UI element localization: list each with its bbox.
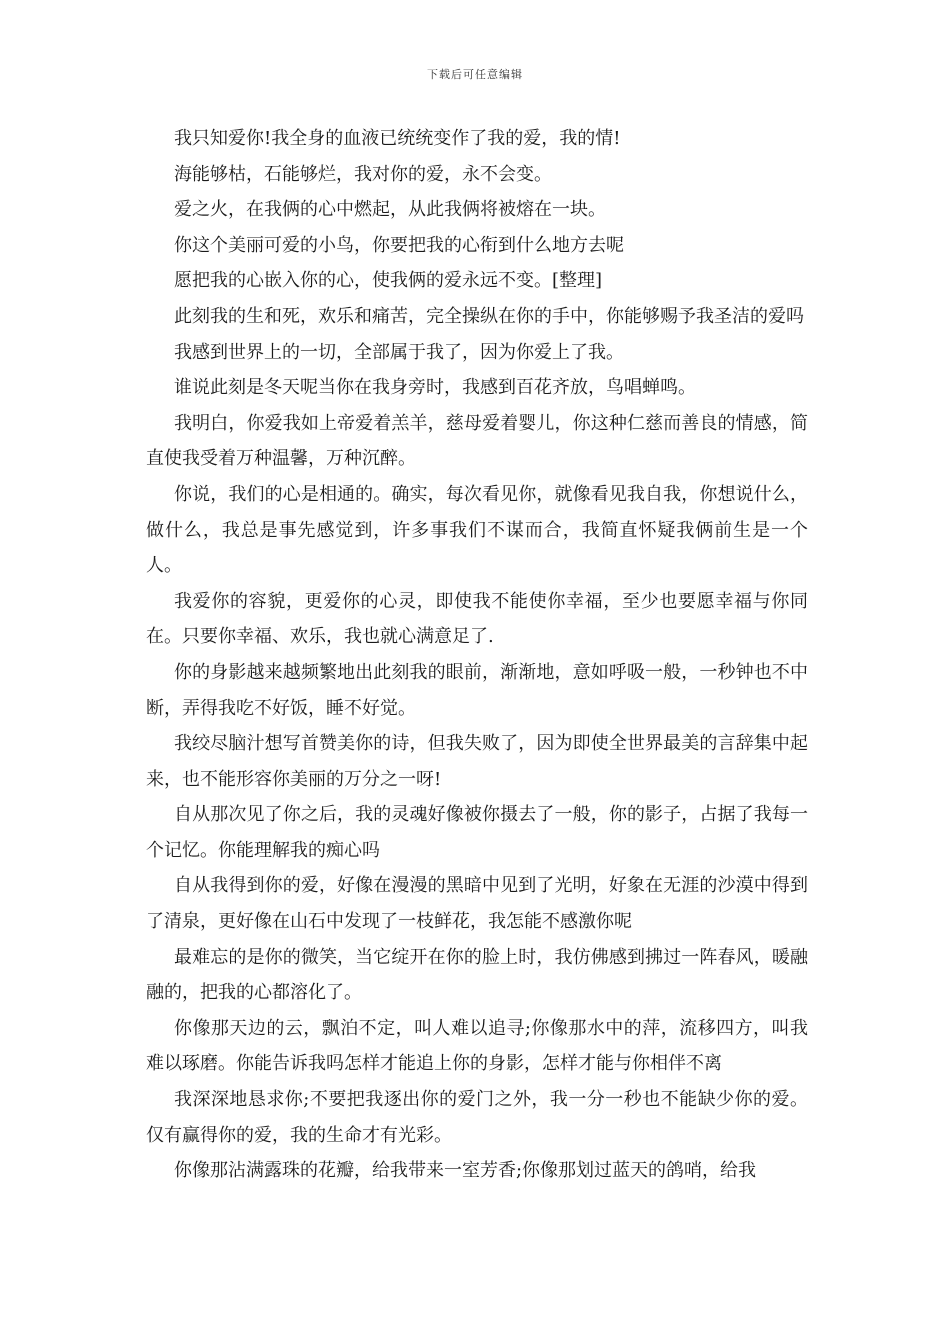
paragraph: 爱之火，在我俩的心中燃起，从此我俩将被熔在一块。 [174,199,606,221]
body-text [146,121,808,1189]
paragraph: 你像那天边的云，飘泊不定，叫人难以追寻;你像那水中的萍，流移四方，叫我难以琢磨。你能告诉我吗怎样才能追上你的身影，怎样才能与你相伴不离 [146,1017,808,1075]
paragraph: 你的身影越来越频繁地出此刻我的眼前，渐渐地，意如呼吸一般，一秒钟也不中断，弄得我吃不好饭，睡不好觉。 [146,661,808,719]
paragraph: 你像那沾满露珠的花瓣，给我带来一室芳香;你像那划过蓝天的鸽哨，给我 [174,1160,757,1182]
paragraph: 自从那次见了你之后，我的灵魂好像被你摄去了一般，你的影子，占据了我每一个记忆。你能理解我的痴心吗 [146,804,808,861]
paragraph: 谁说此刻是冬天呢当你在我身旁时，我感到百花齐放，鸟唱蝉鸣。 [174,377,696,399]
paragraph: 我只知爱你!我全身的血液已统统变作了我的爱，我的情! [174,128,621,149]
page-header: 下载后可任意编辑 [427,68,523,81]
paragraph: 此刻我的生和死，欢乐和痛苦，完全操纵在你的手中，你能够赐予我圣洁的爱吗 [174,305,804,327]
paragraph: 你这个美丽可爱的小鸟，你要把我的心衔到什么地方去呢 [174,234,624,256]
paragraph: 我爱你的容貌，更爱你的心灵，即使我不能使你幸福，至少也要愿幸福与你同在。只要你幸福、欢乐，我也就心满意足了. [146,590,808,648]
paragraph: 自从我得到你的爱，好像在漫漫的黑暗中见到了光明，好象在无涯的沙漠中得到了清泉，更好像在山石中发现了一枝鲜花，我怎能不感激你呢 [146,875,808,933]
paragraph: 海能够枯，石能够烂，我对你的爱，永不会变。 [174,163,552,185]
paragraph: 愿把我的心嵌入你的心，使我俩的爱永远不变。[整理] [174,270,603,292]
paragraph: 我明白，你爱我如上帝爱着羔羊，慈母爱着婴儿，你这种仁慈而善良的情感，简直使我受着万种温馨，万种沉醉。 [146,412,808,470]
paragraph: 你说，我们的心是相通的。确实，每次看见你，就像看见我自我，你想说什么，做什么，我总是事先感觉到，许多事我们不谋而合，我简直怀疑我俩前生是一个人。 [146,483,808,577]
paragraph: 我深深地恳求你;不要把我逐出你的爱门之外，我一分一秒也不能缺少你的爱。仅有赢得你的爱，我的生命才有光彩。 [146,1089,808,1146]
paragraph: 我绞尽脑汁想写首赞美你的诗，但我失败了，因为即使全世界最美的言辞集中起来，也不能形容你美丽的万分之一呀! [146,733,808,790]
paragraph: 我感到世界上的一切，全部属于我了，因为你爱上了我。 [174,341,624,363]
paragraph: 最难忘的是你的微笑，当它绽开在你的脸上时，我仿佛感到拂过一阵春风，暖融融的，把我的心都溶化了。 [146,946,808,1004]
